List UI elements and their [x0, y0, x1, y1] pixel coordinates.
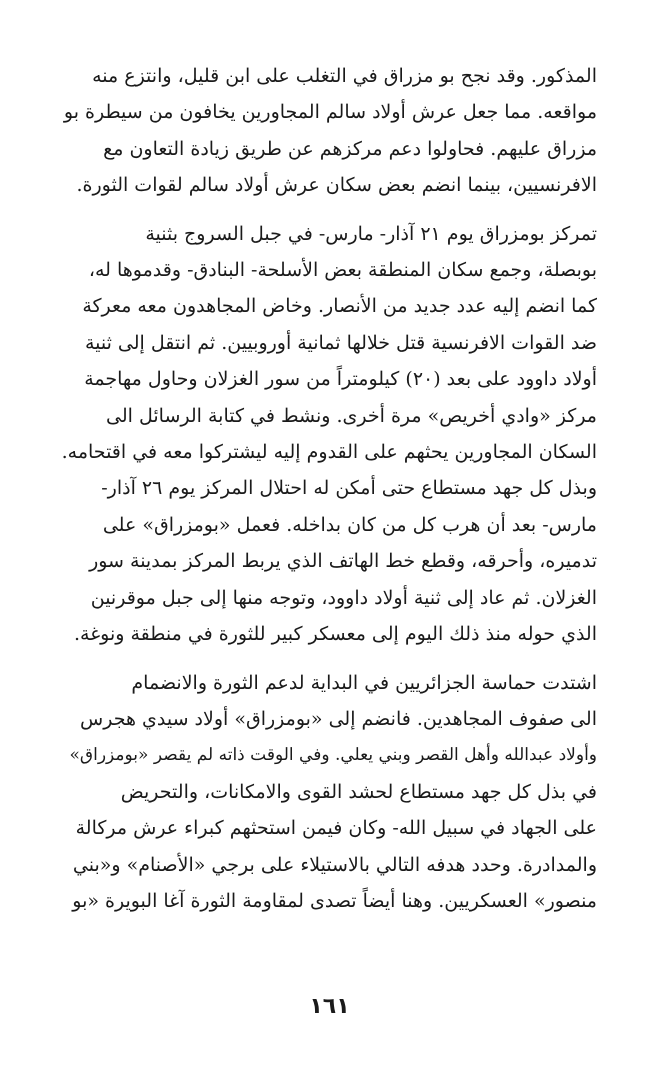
text-line: اشتدت حماسة الجزائريين في البداية لدعم الثورة والانضمام [131, 671, 597, 694]
text-line: منصور» العسكريين. وهنا أيضاً تصدى لمقاومة الثورة آغا البويرة «بو [72, 889, 597, 912]
text-line: مزراق عليهم. فحاولوا دعم مركزهم عن طريق زيادة التعاون مع [103, 137, 597, 160]
text-line: مركز «وادي أخريص» مرة أخرى. ونشط في كتابة الرسائل الى [106, 404, 597, 427]
paragraph-1 [62, 58, 597, 204]
text-line: تمركز بومزراق يوم ٢١ آذار- مارس- في جبل السروج بثنية [145, 222, 597, 245]
text-line: بوبصلة، وجمع سكان المنطقة بعض الأسلحة- البنادق- وقدموها له، [88, 259, 597, 282]
text-line: وبذل كل جهد مستطاع حتى أمكن له احتلال المركز يوم ٢٦ آذار- [101, 477, 597, 500]
text-line: ضد القوات الافرنسية قتل خلالها ثمانية أوروبيين. ثم انتقل إلى ثنية [84, 331, 597, 354]
text-line: أولاد داوود على بعد (٢٠) كيلومتراً من سور الغزلان وحاول مهاجمة [84, 368, 597, 391]
text-line: وأولاد عبدالله وأهل القصر وبني يعلي. وفي الوقت ذاته لم يقصر «بومزراق» [69, 745, 597, 766]
page-number: ١٦١ [309, 994, 350, 1019]
text-line: السكان المجاورين يحثهم على القدوم إليه ليشتركوا معه في اقتحامه. [62, 441, 597, 464]
paragraph-3 [62, 665, 597, 920]
text-line: في بذل كل جهد مستطاع لحشد القوى والامكانات، والتحريض [120, 780, 597, 803]
text-line: كما انضم إليه عدد جديد من الأنصار. وخاض المجاهدون معه معركة [82, 295, 597, 318]
text-line: مواقعه. مما جعل عرش أولاد سالم المجاورين يخافون من سيطرة بو [63, 101, 597, 124]
text-line: على الجهاد في سبيل الله- وكان فيمن استحثهم كبراء عرش مركالة [75, 817, 597, 840]
paragraph-2 [62, 216, 597, 653]
text-line: الى صفوف المجاهدين. فانضم إلى «بومزراق» أولاد سيدي هجرس [80, 707, 597, 730]
text-line: الغزلان. ثم عاد إلى ثنية أولاد داوود، وتوجه منها إلى جبل موقرنين [90, 586, 597, 609]
text-line: المذكور. وقد نجح بو مزراق في التغلب على ابن قليل، وانتزع منه [92, 65, 597, 87]
text-line: تدميره، وأحرقه، وقطع خط الهاتف الذي يربط المركز بمدينة سور [89, 550, 597, 573]
text-line: مارس- بعد أن هرب كل من كان بداخله. فعمل «بومزراق» على [102, 513, 597, 536]
text-line: والمدادرة. وحدد هدفه التالي بالاستيلاء على برجي «الأصنام» و«بني [72, 853, 597, 876]
text-line: الذي حوله منذ ذلك اليوم إلى معسكر كبير للثورة في منطقة ونوغة. [74, 623, 597, 646]
text-line: الافرنسيين، بينما انضم بعض سكان عرش أولاد سالم لقوات الثورة. [76, 174, 597, 197]
